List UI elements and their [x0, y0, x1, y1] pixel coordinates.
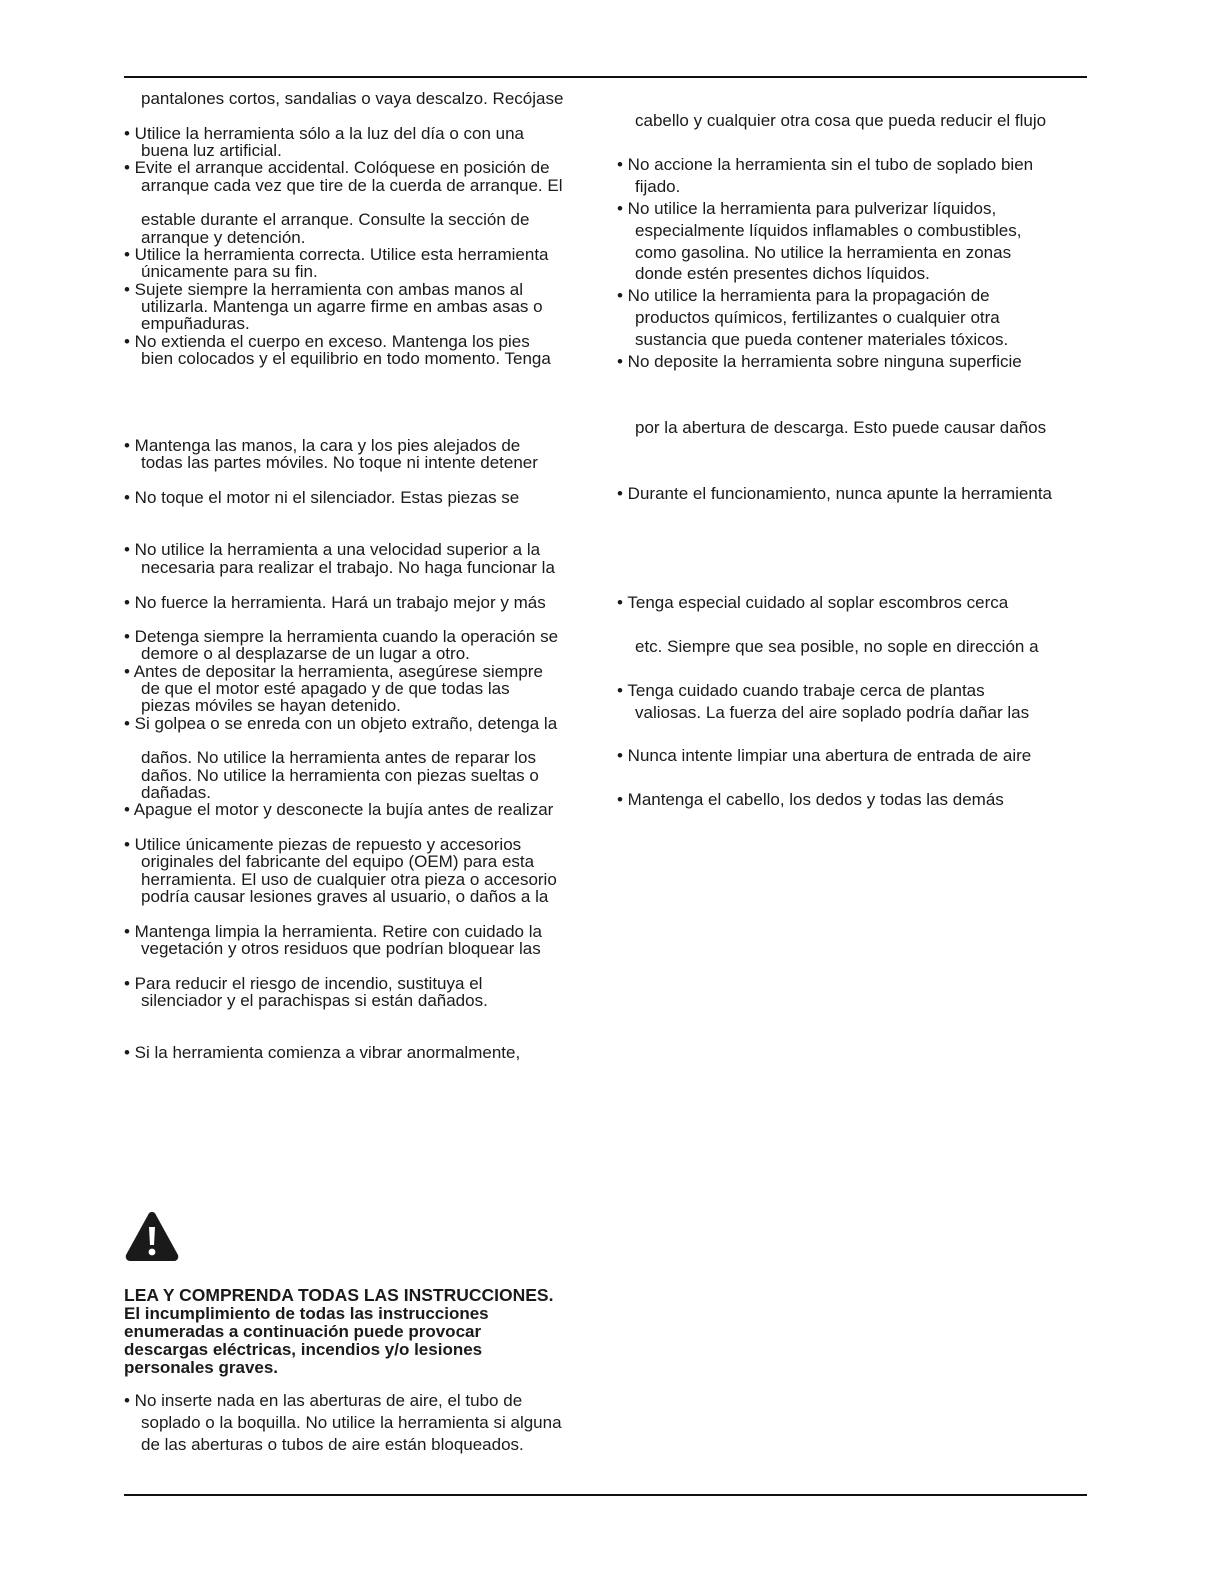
text-line: piezas móviles se hayan detenido. [141, 696, 401, 715]
text-line: únicamente para su fin. [141, 262, 318, 281]
bullet-line: • No utilice la herramienta para pulverizar líquidos, [617, 199, 997, 218]
warning-heading: LEA Y COMPRENDA TODAS LAS INSTRUCCIONES. [124, 1285, 554, 1305]
bullet-line: • Antes de depositar la herramienta, asegúrese siempre [124, 662, 543, 681]
text-line: cabello y cualquier otra cosa que pueda reducir el flujo [635, 111, 1047, 130]
bullet-line: • Mantenga limpia la herramienta. Retire con cuidado la [124, 922, 542, 941]
text-line: por la abertura de descarga. Esto puede causar daños [635, 418, 1047, 437]
bullet-line: • Mantenga el cabello, los dedos y todas las demás [617, 790, 1004, 809]
text-line: vegetación y otros residuos que podrían bloquear las [141, 939, 541, 958]
bullet-line: • No fuerce la herramienta. Hará un trabajo mejor y más [124, 593, 546, 612]
text-line: buena luz artificial. [141, 141, 282, 160]
text-line: etc. Siempre que sea posible, no sople en dirección a [635, 637, 1039, 656]
top-rule [124, 76, 1087, 78]
text-line: sustancia que pueda contener materiales tóxicos. [635, 330, 1009, 349]
bullet-line: • Durante el funcionamiento, nunca apunte la herramienta [617, 484, 1053, 503]
bullet-line: • No utilice la herramienta para la propagación de [617, 286, 990, 305]
warning-body-line: El incumplimiento de todas las instrucciones [124, 1304, 489, 1323]
warning-triangle-icon [124, 1210, 180, 1262]
text-line: todas las partes móviles. No toque ni intente detener [141, 453, 538, 472]
bullet-line: • Evite el arranque accidental. Colóquese en posición de [124, 158, 550, 177]
warning-body-line: personales graves. [124, 1358, 279, 1377]
text-line: arranque y detención. [141, 228, 306, 247]
bullet-line: • No utilice la herramienta a una velocidad superior a la [124, 540, 541, 559]
text-line: donde estén presentes dichos líquidos. [635, 264, 930, 283]
text-line: fijado. [635, 177, 681, 196]
text-line: empuñaduras. [141, 314, 250, 333]
text-line: especialmente líquidos inflamables o combustibles, [635, 221, 1022, 240]
bullet-line: • No extienda el cuerpo en exceso. Mantenga los pies [124, 332, 530, 351]
bullet-line: • Utilice la herramienta correcta. Utilice esta herramienta [124, 245, 549, 264]
text-line: silenciador y el parachispas si están dañados. [141, 991, 488, 1010]
bullet-line: • Utilice únicamente piezas de repuesto y accesorios [124, 835, 522, 854]
text-line: originales del fabricante del equipo (OEM) para esta [141, 852, 535, 871]
bullet-line: • Si golpea o se enreda con un objeto extraño, detenga la [124, 714, 558, 733]
text-line: demore o al desplazarse de un lugar a otro. [141, 644, 470, 663]
bullet-line: • Si la herramienta comienza a vibrar anormalmente, [124, 1043, 521, 1062]
text-line: necesaria para realizar el trabajo. No haga funcionar la [141, 558, 555, 577]
text-line: daños. No utilice la herramienta con piezas sueltas o [141, 766, 539, 785]
bullet-line: • Apague el motor y desconecte la bujía antes de realizar [124, 800, 554, 819]
text-line: de las aberturas o tubos de aire están bloqueados. [141, 1435, 524, 1454]
text-line: de que el motor esté apagado y de que todas las [141, 679, 510, 698]
text-line: bien colocados y el equilibrio en todo momento. Tenga [141, 349, 551, 368]
warning-body-line: descargas eléctricas, incendios y/o lesiones [124, 1340, 483, 1359]
bullet-line: • No accione la herramienta sin el tubo de soplado bien [617, 155, 1034, 174]
bottom-rule [124, 1494, 1087, 1496]
bullet-line: • Utilice la herramienta sólo a la luz del día o con una [124, 124, 525, 143]
text-line: estable durante el arranque. Consulte la sección de [141, 210, 530, 229]
warning-body-line: enumeradas a continuación puede provocar [124, 1322, 482, 1341]
text-line: dañadas. [141, 783, 211, 802]
text-line: utilizarla. Mantenga un agarre firme en ambas asas o [141, 297, 543, 316]
text-line: arranque cada vez que tire de la cuerda de arranque. El [141, 176, 563, 195]
text-line: herramienta. El uso de cualquier otra pieza o accesorio [141, 870, 557, 889]
text-line: como gasolina. No utilice la herramienta en zonas [635, 243, 1012, 262]
bullet-line: • Para reducir el riesgo de incendio, sustituya el [124, 974, 483, 993]
bullet-line: • Nunca intente limpiar una abertura de entrada de aire [617, 746, 1032, 765]
text-line: valiosas. La fuerza del aire soplado podría dañar las [635, 703, 1030, 722]
bullet-line: • Sujete siempre la herramienta con ambas manos al [124, 280, 524, 299]
bullet-line: • Tenga cuidado cuando trabaje cerca de plantas [617, 681, 985, 700]
bullet-line: • Mantenga las manos, la cara y los pies alejados de [124, 436, 521, 455]
text-line: podría causar lesiones graves al usuario, o daños a la [141, 887, 549, 906]
text-line: pantalones cortos, sandalias o vaya descalzo. Recójase [141, 89, 564, 108]
text-line: daños. No utilice la herramienta antes de reparar los [141, 748, 536, 767]
bullet-line: • No deposite la herramienta sobre ninguna superficie [617, 352, 1022, 371]
text-line: soplado o la boquilla. No utilice la herramienta si alguna [141, 1413, 562, 1432]
bullet-line: • No inserte nada en las aberturas de aire, el tubo de [124, 1391, 523, 1410]
bullet-line: • No toque el motor ni el silenciador. Estas piezas se [124, 488, 520, 507]
bullet-line: • Tenga especial cuidado al soplar escombros cerca [617, 593, 1009, 612]
text-line: productos químicos, fertilizantes o cualquier otra [635, 308, 1000, 327]
bullet-line: • Detenga siempre la herramienta cuando la operación se [124, 627, 559, 646]
